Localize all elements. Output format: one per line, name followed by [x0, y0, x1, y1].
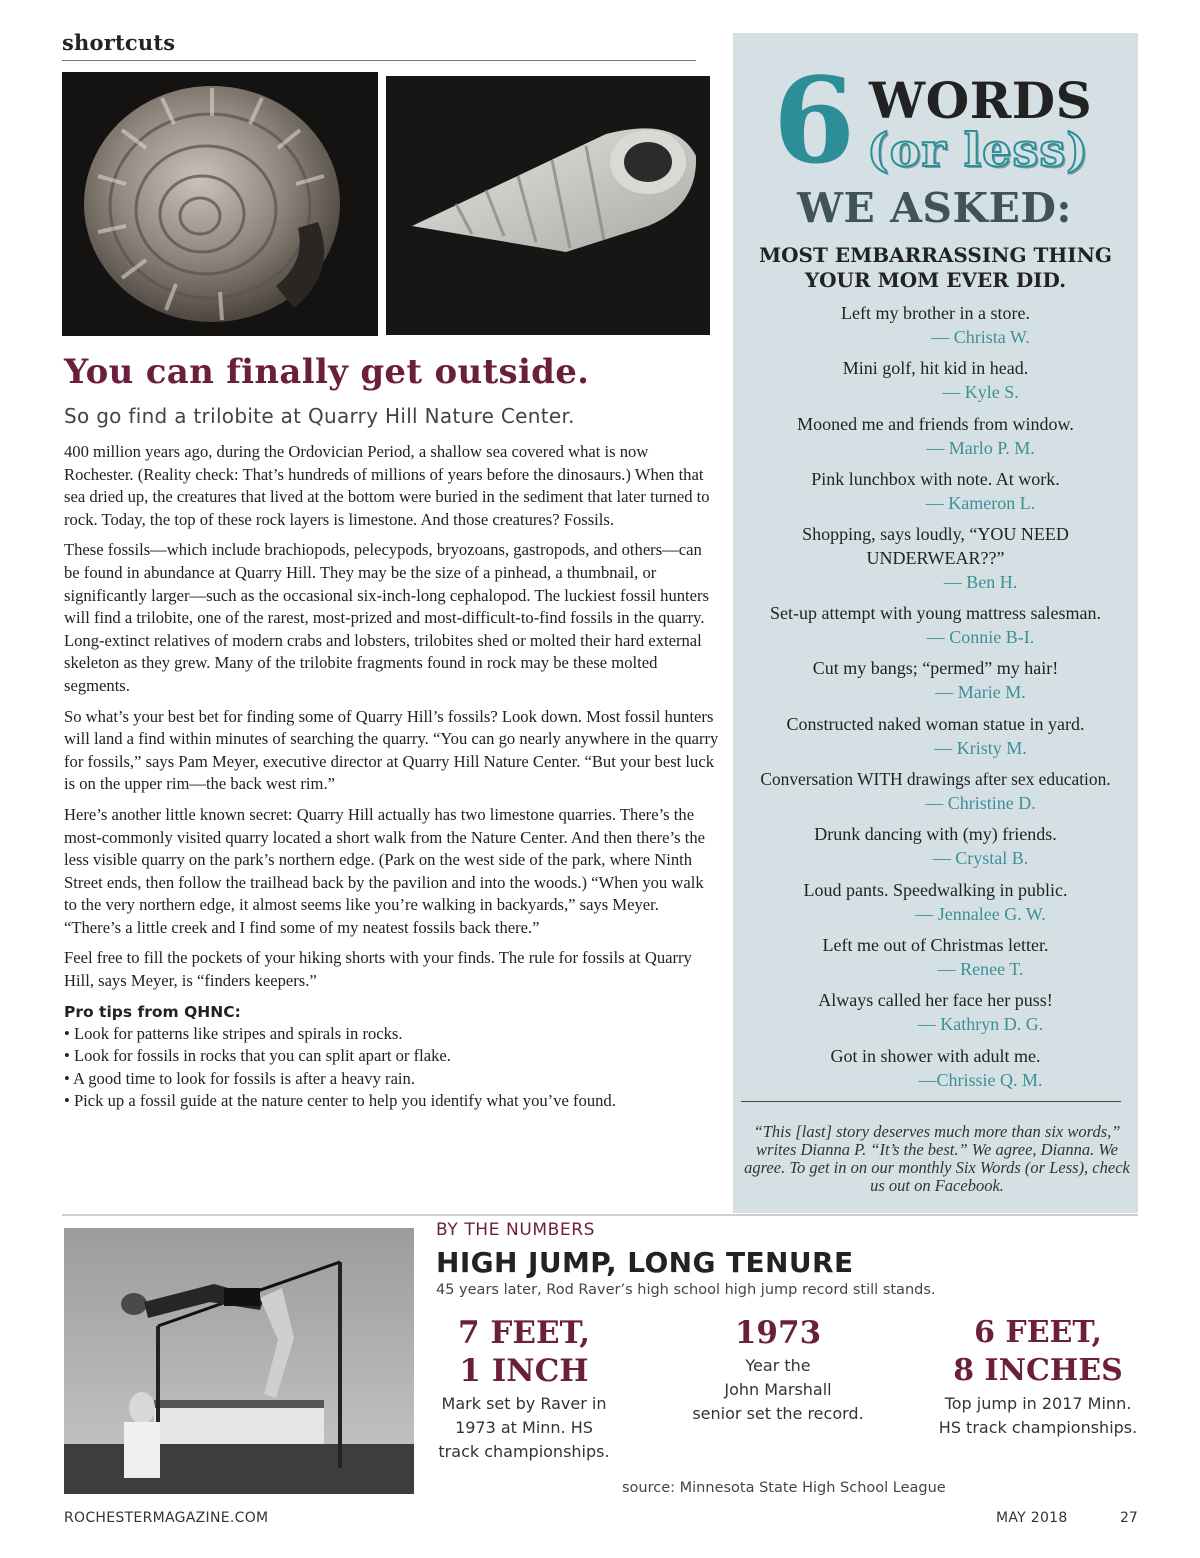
six-words-sidebar: [733, 33, 1138, 1213]
stat-value: 8 INCHES: [953, 1353, 1123, 1388]
article-paragraph: So what’s your best bet for finding some of Quarry Hill’s fossils? Look down. Most fossil hunters will land a find within minutes of searching the quarry. “You can go nearly anywhere in the quarry for fossils,” says Pam Meyer, executive director at Quarry Hill Nature Center. “But your best luck is on the upper rim—the back west rim.”: [64, 706, 719, 794]
sidebar-words: WORDS: [869, 71, 1093, 130]
answer-author: — Kameron L.: [925, 492, 1036, 513]
answer-text: Drunk dancing with (my) friends.: [814, 824, 1057, 845]
answer-author: — Kyle S.: [942, 382, 1019, 403]
tips-heading: Pro tips from QHNC:: [64, 1002, 241, 1021]
answer-author: — Marlo P. M.: [926, 437, 1035, 458]
stat-record-year: [680, 1314, 876, 1426]
answer-author: — Jennalee G. W.: [915, 903, 1046, 924]
answer-item: [733, 767, 1138, 822]
sidebar-divider: [741, 1101, 1121, 1102]
footer-website: ROCHESTERMAGAZINE.COM: [64, 1510, 269, 1526]
answer-item: [733, 601, 1138, 656]
source-credit: source: Minnesota State High School League: [622, 1480, 946, 1496]
stat-desc-line: Year the: [745, 1356, 811, 1375]
tip-item: • Look for patterns like stripes and spirals in rocks.: [64, 1023, 403, 1043]
answer-author: — Christa W.: [931, 327, 1030, 347]
answer-item: [733, 822, 1138, 877]
answer-item: [733, 301, 1138, 356]
answer-author: — Ben H.: [943, 572, 1018, 593]
answer-author: — Renee T.: [937, 958, 1024, 979]
stat-value: 6 FEET,: [974, 1315, 1102, 1350]
answer-item: [733, 712, 1138, 767]
ammonite-fossil-photo: [62, 72, 378, 336]
answer-text: Shopping, says loudly, “YOU NEED UNDERWEAR??”: [802, 524, 1069, 569]
high-jump-photo: [64, 1228, 414, 1494]
sidebar-or-less: (or less): [867, 123, 1089, 177]
answer-item: [733, 522, 1138, 601]
answer-author: — Connie B-I.: [926, 627, 1035, 648]
answer-item: [733, 933, 1138, 988]
answer-item: [733, 988, 1138, 1043]
answer-text: Constructed naked woman statue in yard.: [786, 713, 1085, 734]
answer-author: — Crystal B.: [932, 848, 1029, 869]
by-the-numbers-title: HIGH JUMP, LONG TENURE: [436, 1246, 854, 1279]
stat-desc-line: 1973 at Minn. HS: [455, 1418, 593, 1437]
stat-description: [920, 1392, 1156, 1440]
sidebar-we-asked: WE ASKED:: [797, 184, 1073, 232]
answer-item: [733, 412, 1138, 467]
bottom-divider: [62, 1214, 1138, 1216]
stat-desc-line: track championships.: [438, 1442, 610, 1461]
sidebar-number: 6: [773, 51, 856, 190]
stat-desc-line: Top jump in 2017 Minn.: [944, 1394, 1132, 1413]
answer-item: [733, 1044, 1138, 1099]
stat-description: [680, 1354, 876, 1426]
article-paragraph: Here’s another little known secret: Quarry Hill actually has two limestone quarries. There’s the most-commonly visited quarry located a short walk from the Nature Center. And then there’s the less visible quarry on the park’s northern edge. (Park on the west side of the park, where Ninth Street ends, then follow the trailhead back by the pavilion and into the woods.) “When you walk to the very northern edge, it almost seems like you’re walking in backyards,” says Meyer. “There’s a little creek and I find some of my neatest fossils back there.”: [64, 804, 705, 937]
sidebar-note: “This [last] story deserves much more than six words,” writes Dianna P. “It’s the best.” We agree, Dianna. We agree. To get in on our monthly Six Words (or Less), check us out on Facebook.: [744, 1122, 1130, 1195]
stat-desc-line: Mark set by Raver in: [441, 1394, 607, 1413]
answer-text: Loud pants. Speedwalking in public.: [803, 879, 1068, 900]
gastropod-fossil-photo: [386, 76, 710, 335]
article-paragraph: These fossils—which include brachiopods, pelecypods, bryozoans, gastropods, and others—can be found in abundance at Quarry Hill. They may be the size of a pinhead, a thumbnail, or significantly larger—such as the occasional six-inch-long cephalopod. The luckiest fossil hunters will find a trilobite, one of the rarest, most-prized and most-difficult-to-find fossils in the quarry. Long-extinct relatives of modern crabs and lobsters, trilobites shed or molted their hard external skeleton as they grew. Many of the trilobite fragments found in rock may be these molted segments.: [64, 540, 710, 695]
answer-item: [733, 356, 1138, 411]
stat-value: 1973: [734, 1315, 822, 1351]
answer-text: Conversation WITH drawings after sex education.: [760, 769, 1111, 790]
stat-desc-line: senior set the record.: [692, 1404, 864, 1423]
top-divider: [62, 60, 696, 61]
answer-author: — Christine D.: [925, 793, 1036, 814]
article-paragraph: Feel free to fill the pockets of your hiking shorts with your finds. The rule for fossils at Quarry Hill, says Meyer, is “finders keepers.”: [64, 948, 692, 991]
stat-value: 7 FEET,: [457, 1315, 591, 1351]
sidebar-question: [733, 243, 1138, 293]
answer-text: Mooned me and friends from window.: [797, 413, 1074, 434]
article-headline: You can finally get outside.: [64, 352, 590, 392]
answer-author: — Kathryn D. G.: [917, 1014, 1044, 1035]
article-subhead: So go find a trilobite at Quarry Hill Nature Center.: [64, 404, 575, 428]
stat-desc-line: HS track championships.: [938, 1418, 1138, 1437]
answer-item: [733, 467, 1138, 522]
answer-text: Pink lunchbox with note. At work.: [811, 468, 1060, 489]
answer-author: — Marie M.: [935, 682, 1026, 703]
stat-description: [436, 1392, 612, 1464]
answer-author: — Kristy M.: [934, 737, 1027, 758]
answer-text: Got in shower with adult me.: [830, 1045, 1041, 1066]
footer-page-number: 27: [1120, 1510, 1138, 1526]
stat-value: 1 INCH: [459, 1353, 589, 1389]
section-label: shortcuts: [62, 30, 176, 55]
tip-item: • A good time to look for fossils is after a heavy rain.: [64, 1068, 415, 1088]
by-the-numbers-label: BY THE NUMBERS: [436, 1220, 596, 1240]
question-line: MOST EMBARRASSING THING: [758, 243, 1113, 267]
answer-text: Left my brother in a store.: [841, 303, 1030, 323]
footer-issue-date: MAY 2018: [996, 1510, 1068, 1526]
question-line: YOUR MOM EVER DID.: [804, 268, 1067, 292]
article-body: [64, 441, 720, 1113]
article-paragraph: 400 million years ago, during the Ordovician Period, a shallow sea covered what is now Rochester. (Reality check: That’s hundreds of millions of years before the dinosaurs.) When that sea dried up, the creatures that lived at the bottom were buried in the sediment that later turned to rock. Today, the top of these rock layers is limestone. And those creatures? Fossils.: [64, 442, 710, 529]
answer-item: [733, 656, 1138, 711]
answer-text: Set-up attempt with young mattress salesman.: [770, 603, 1101, 624]
stat-desc-line: John Marshall: [724, 1380, 832, 1399]
answer-item: [733, 878, 1138, 933]
answers-list: [733, 301, 1138, 1099]
tips-list: [64, 1023, 720, 1113]
answer-text: Cut my bangs; “permed” my hair!: [812, 658, 1059, 679]
answer-text: Left me out of Christmas letter.: [822, 934, 1049, 955]
stat-record-mark: [436, 1314, 612, 1464]
tip-item: • Pick up a fossil guide at the nature center to help you identify what you’ve found.: [64, 1091, 616, 1111]
answer-text: Mini golf, hit kid in head.: [842, 358, 1029, 379]
stat-2017-top-jump: [920, 1314, 1156, 1440]
answer-author: —Chrissie Q. M.: [918, 1069, 1043, 1090]
by-the-numbers-subtitle: 45 years later, Rod Raver’s high school high jump record still stands.: [436, 1282, 936, 1298]
answer-text: Always called her face her puss!: [818, 990, 1053, 1011]
tip-item: • Look for fossils in rocks that you can split apart or flake.: [64, 1046, 451, 1066]
